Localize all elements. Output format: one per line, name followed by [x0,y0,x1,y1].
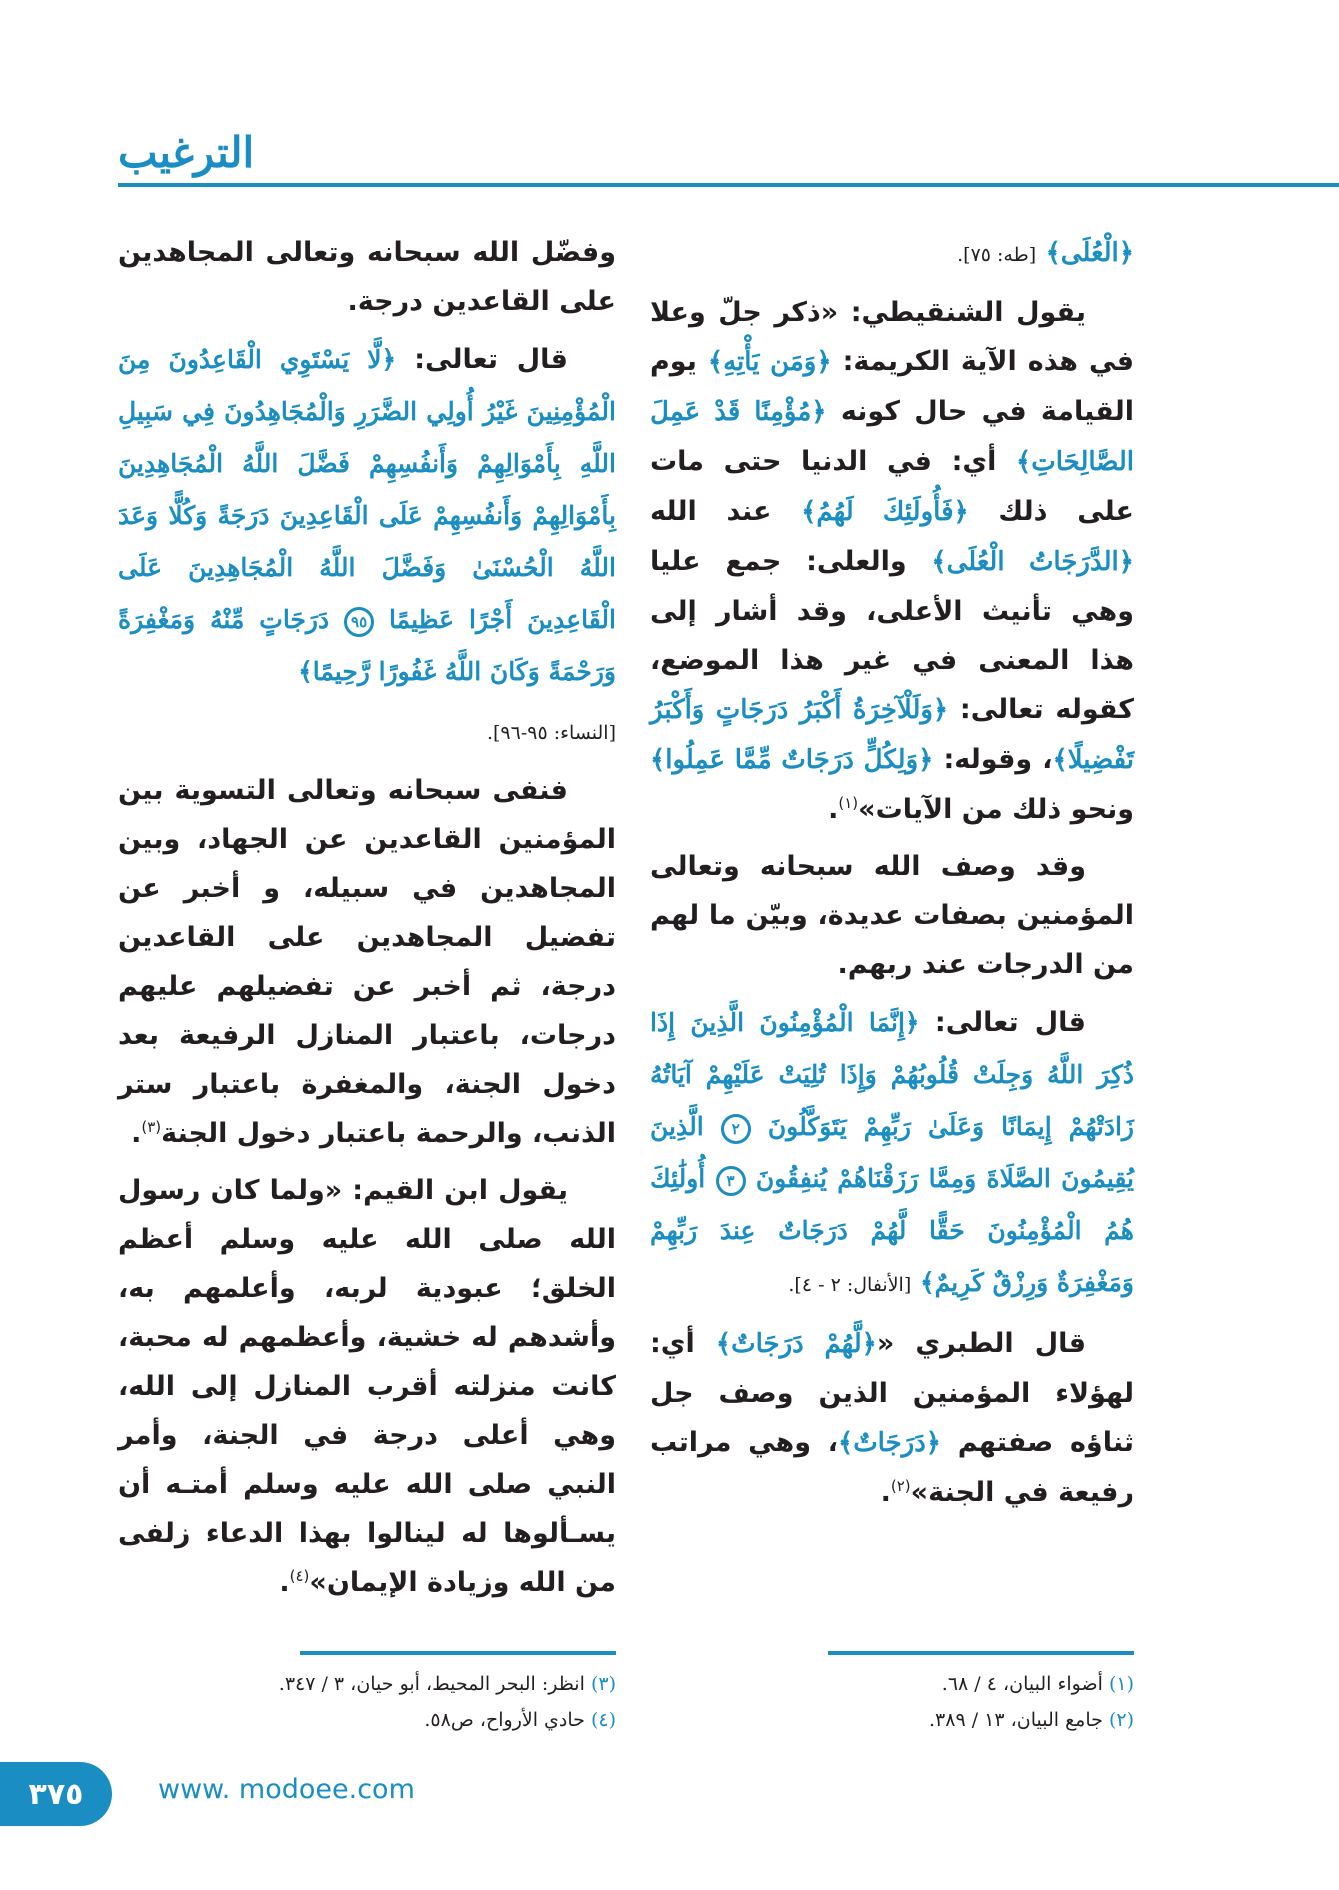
body-text: قال تعالى: [414,344,568,375]
body-text: أي: في الدنيا حتى مات على ذلك [650,446,1134,527]
quran-verse: ﴿وَلِكُلٍّ دَرَجَاتٌ مِّمَّا عَمِلُوا﴾ [650,745,934,775]
paragraph [118,228,616,326]
footnotes-right [650,1666,1134,1738]
footnote-divider [828,1651,1134,1655]
page-number-badge: ٣٧٥ [0,1762,112,1826]
right-column [650,228,1134,1525]
body-text: عند الله [650,496,772,527]
body-text: وفضّل الله سبحانه وتعالى المجاهدين على القاعدين درجة. [118,237,616,317]
quran-verse: ﴿الدَّرَجَاتُ الْعُلَى﴾ [931,547,1135,577]
verse-reference: [الأنفال: ٢ - ٤]. [788,1274,912,1296]
paragraph [118,706,616,758]
body-text: وقد وصف الله سبحانه وتعالى المؤمنين بصفات عديدة، وبيّن ما لهم من الدرجات عند ربهم. [650,851,1134,980]
footnote-item [118,1702,616,1738]
body-text: يقول ابن القيم: «ولما كان رسول الله صلى الله عليه وسلم أعظم الخلق؛ عبودية لربه، وأعلمهم به، وأشدهم له خشية، وأعظمهم له محبة، كانت منزلته أقرب المنازل إلى الله، وهي أعلى درجة في الجنة، وأمر النبي صلى الله عليه وسلم أمتـه أن يسـألوها له لينالوا بهذا الدعاء زلفى من الله وزيادة الإيمان» [118,1175,616,1598]
paragraph [650,842,1134,989]
footnote-item [118,1666,616,1702]
footnote-number: (١) [1108,1673,1134,1695]
footnote-divider [300,1651,616,1655]
verse-reference: [طه: ٧٥]. [957,244,1037,266]
footnote-marker[interactable]: (٣) [141,1118,162,1136]
footnote-text: انظر: البحر المحيط، أبو حيان، ٣ / ٣٤٧. [278,1673,585,1695]
quran-verse: ﴿إِنَّمَا الْمُؤْمِنُونَ الَّذِينَ إِذَا ذُكِرَ اللَّهُ وَجِلَتْ قُلُوبُهُمْ وَإِذَا تُلِيَتْ عَلَيْهِمْ آيَاتُهُ زَادَتْهُمْ إِيمَانًا وَعَلَىٰ رَبِّهِمْ يَتَوَكَّلُونَ [650,1008,1134,1141]
quran-verse: ﴿مُؤْمِنًا قَدْ عَمِلَ الصَّالِحَاتِ﴾ [650,397,1134,477]
quran-verse: ﴿لَّهُمْ دَرَجَاتٌ﴾ [715,1329,877,1359]
body-text: والعلى: جمع عليا وهي تأنيث الأعلى، وقد أشار إلى هذا المعنى في غير هذا الموضع، كقوله تعالى: [650,546,1134,725]
quran-verse: دَرَجَاتٍ مِّنْهُ وَمَغْفِرَةً وَرَحْمَةً وَكَانَ اللَّهُ غَفُورًا رَّحِيمًا﴾ [118,605,616,686]
footnote-text: أضواء البيان، ٤ / ٦٨. [941,1673,1103,1695]
footnotes-left [118,1666,616,1738]
ayah-number-marker: ٩٥ [344,607,374,637]
ayah-number-marker: ٣ [716,1166,746,1196]
ayah-number-marker: ٢ [721,1114,751,1144]
quran-passage [118,334,616,698]
quran-verse: أُولَٰئِكَ هُمُ الْمُؤْمِنُونَ حَقًّا لَّهُمْ دَرَجَاتٌ عِندَ رَبِّهِمْ وَمَغْفِرَةٌ وَرِزْقٌ كَرِيمٌ﴾ [650,1164,1134,1297]
paragraph: قال الطبري «﴿لَّهُمْ دَرَجَاتٌ﴾ أي: لهؤلاء المؤمنين الذين وصف جل ثناؤه صفتهم ﴿دَرَجَاتٌ﴾، وهي مراتب رفيعة في الجنة»$^{(٢)}$. [650,1328,1134,1508]
quran-verse: ﴿وَمَن يَأْتِهِ﴾ [707,347,832,377]
body-text: ونحو ذلك من الآيات» [858,794,1134,825]
body-text: يقول الشنقيطي: «ذكر جلّ وعلا في هذه الآية الكريمة: [650,297,1134,377]
paragraph: يقول الشنقيطي: «ذكر جلّ وعلا في هذه الآية الكريمة: ﴿وَمَن يَأْتِهِ﴾ يوم القيامة في حال كونه ﴿مُؤْمِنًا قَدْ عَمِلَ الصَّالِحَاتِ﴾ أي: في الدنيا حتى مات على ذلك ﴿فَأُولَئِكَ لَهُمُ﴾ عند الله ﴿الدَّرَجَاتُ الْعُلَى﴾ والعلى: جمع عليا وهي تأنيث الأعلى، وقد أشار إلى هذا المعنى في غير هذا الموضع، كقوله تعالى: ﴿وَلَلْآخِرَةُ أَكْبَرُ دَرَجَاتٍ وَأَكْبَرُ تَفْضِيلًا﴾، وقوله: ﴿وَلِكُلٍّ دَرَجَاتٌ مِّمَّا عَمِلُوا﴾ ونحو ذلك من الآيات»$^{(١)}$. [650,297,1135,825]
body-text: قال الطبري « [876,1328,1086,1359]
verse-reference: [النساء: ٩٥-٩٦]. [486,722,616,744]
body-text: ، وقوله: [943,744,1053,775]
footnote-text: حادي الأرواح، ص٥٨. [424,1709,585,1731]
left-column [118,228,616,1615]
footnote-number: (٢) [1108,1709,1134,1731]
quran-verse: ﴿دَرَجَاتٌ﴾ [837,1428,942,1458]
quran-verse: ﴿الْعُلَى﴾ [1045,238,1134,268]
footnote-marker[interactable]: (١) [838,794,859,812]
quran-verse: ﴿لَّا يَسْتَوِي الْقَاعِدُونَ مِنَ الْمُؤْمِنِينَ غَيْرُ أُولِي الضَّرَرِ وَالْمُجَاهِدُونَ فِي سَبِيلِ اللَّهِ بِأَمْوَالِهِمْ وَأَنفُسِهِمْ فَضَّلَ اللَّهُ الْمُجَاهِدِينَ بِأَمْوَالِهِمْ وَأَنفُسِهِمْ عَلَى الْقَاعِدِينَ دَرَجَةً وَكُلًّا وَعَدَ اللَّهُ الْحُسْنَىٰ وَفَضَّلَ اللَّهُ الْمُجَاهِدِينَ عَلَى الْقَاعِدِينَ أَجْرًا عَظِيمًا [118,345,616,634]
body-text: يوم القيامة في حال كونه [650,346,1135,427]
footnote-marker[interactable]: (٢) [890,1477,911,1495]
chapter-title: الترغيب [118,128,255,177]
paragraph [650,228,1134,280]
header-divider [118,183,1339,187]
footnote-marker[interactable]: (٤) [289,1567,310,1585]
quran-verse: ﴿فَأُولَئِكَ لَهُمُ﴾ [801,497,969,527]
paragraph: فنفى سبحانه وتعالى التسوية بين المؤمنين القاعدين عن الجهاد، وبين المجاهدين في سبيله، و أخبر عن تفضيل المجاهدين على القاعدين درجة، ثم أخبر عن تفضيلهم عليهم درجات، باعتبار المنازل الرفيعة بعد دخول الجنة، والمغفرة باعتبار ستر الذنب، والرحمة باعتبار دخول الجنة$^{(٣)}$. [118,775,616,1149]
body-text: ، وهي مراتب رفيعة في الجنة» [650,1427,1134,1508]
paragraph: يقول ابن القيم: «ولما كان رسول الله صلى الله عليه وسلم أعظم الخلق؛ عبودية لربه، وأعلمهم به، وأشدهم له خشية، وأعظمهم له محبة، كانت منزلته أقرب المنازل إلى الله، وهي أعلى درجة في الجنة، وأمر النبي صلى الله عليه وسلم أمتـه أن يسـألوها له لينالوا بهذا الدعاء زلفى من الله وزيادة الإيمان»$^{(٤)}$. [118,1175,616,1598]
body-text: فنفى سبحانه وتعالى التسوية بين المؤمنين القاعدين عن الجهاد، وبين المجاهدين في سبيله، و أخبر عن تفضيل المجاهدين على القاعدين درجة، ثم أخبر عن تفضيلهم عليهم درجات، باعتبار المنازل الرفيعة بعد دخول الجنة، والمغفرة باعتبار ستر الذنب، والرحمة باعتبار دخول الجنة [118,775,616,1149]
footnote-item [650,1666,1134,1702]
footnote-number: (٣) [590,1673,616,1695]
quran-verse: ﴿وَلَلْآخِرَةُ أَكْبَرُ دَرَجَاتٍ وَأَكْبَرُ تَفْضِيلًا﴾ [650,695,1135,775]
footnote-number: (٤) [590,1709,616,1731]
footnote-text: جامع البيان، ١٣ / ٣٨٩. [929,1709,1103,1731]
body-text: قال تعالى: [934,1007,1086,1038]
quran-verse: الَّذِينَ يُقِيمُونَ الصَّلَاةَ وَمِمَّا رَزَقْنَاهُمْ يُنفِقُونَ [650,1112,1134,1193]
footnote-item [650,1702,1134,1738]
body-text: أي: لهؤلاء المؤمنين الذين وصف جل ثناؤه صفتهم [650,1328,1134,1458]
website-link[interactable]: www. modoee.com [158,1774,415,1805]
quran-passage [650,997,1134,1311]
